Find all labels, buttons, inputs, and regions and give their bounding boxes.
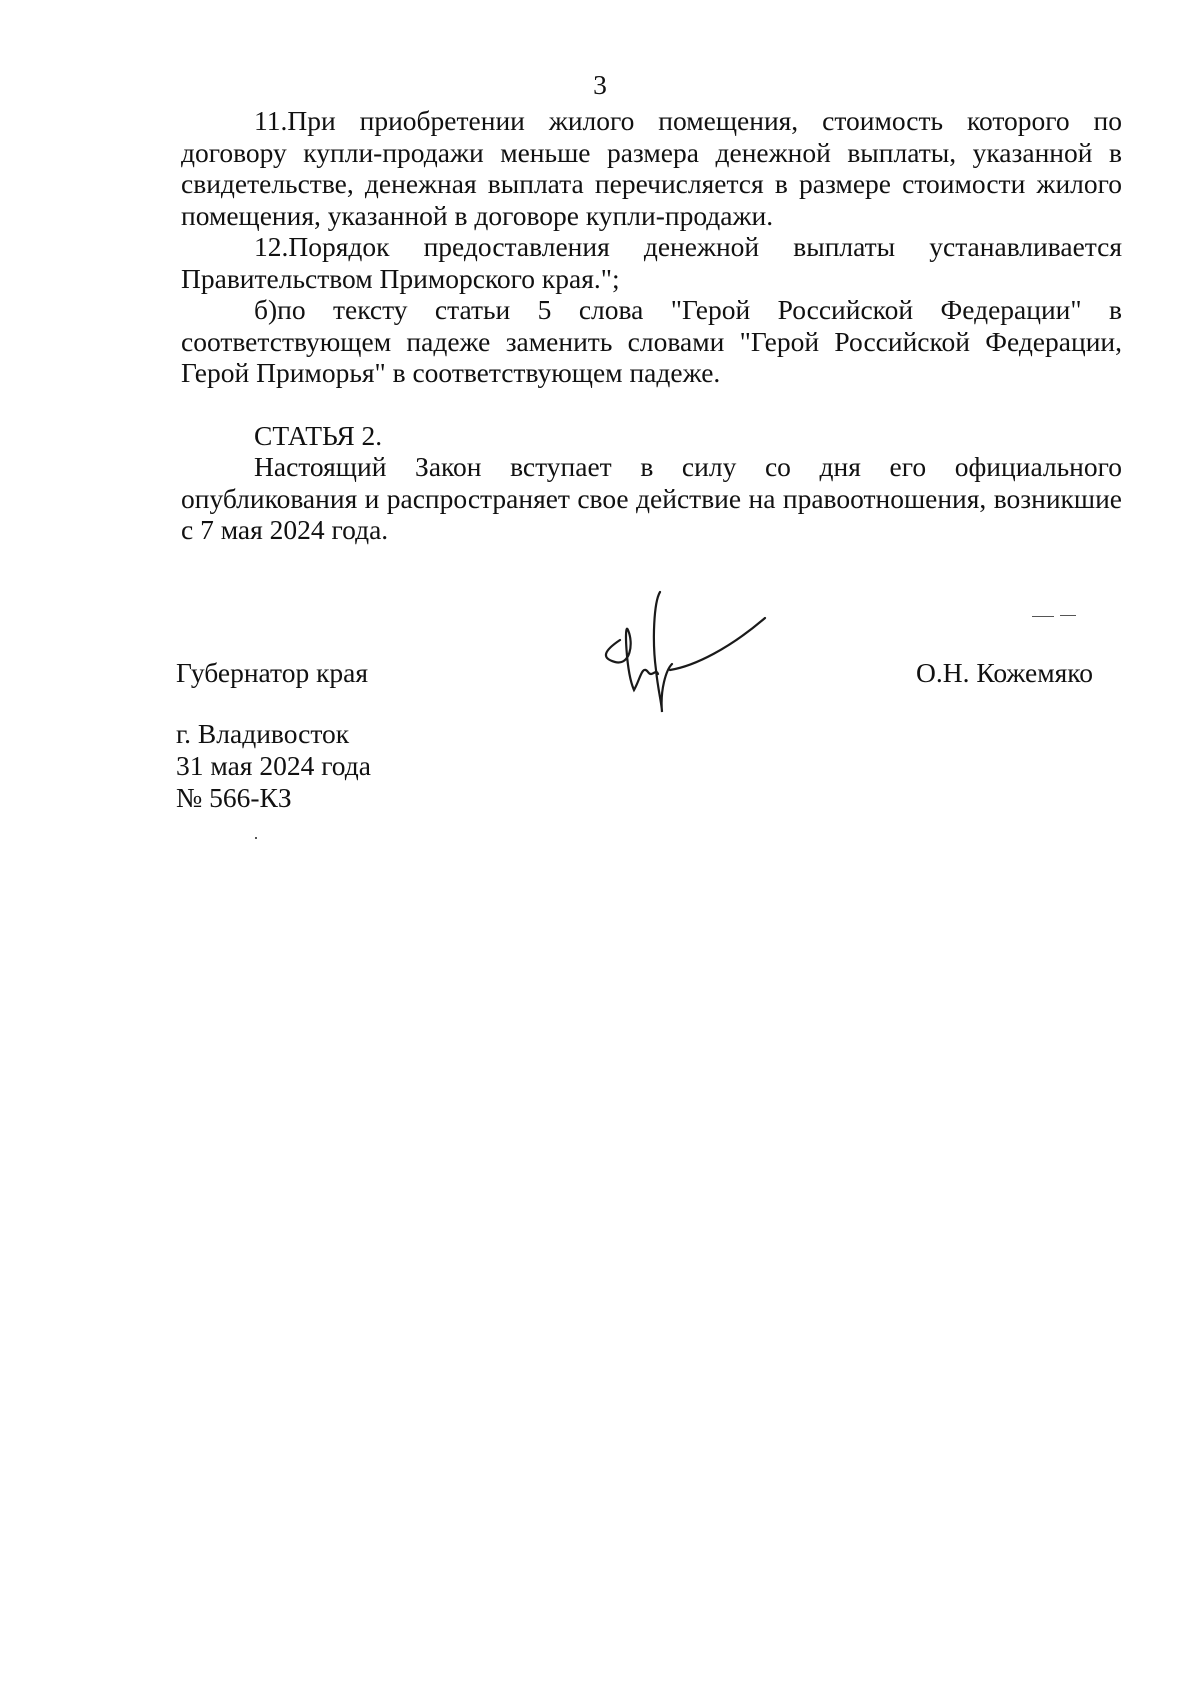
scan-mark xyxy=(255,837,257,839)
signatory-name: О.Н. Кожемяко xyxy=(916,657,1093,688)
paragraph-item-11: 11.При приобретении жилого помещения, стоимость которого по договору купли-продажи меньше размера денежной выплаты, указанной в свидетельстве, денежная выплата перечисляется в размере стоимости жилого помещения, указанной в договоре купли-продажи. xyxy=(181,105,1122,231)
article-heading: СТАТЬЯ 2. xyxy=(254,419,383,451)
scan-mark xyxy=(1060,615,1076,616)
paragraph-item-12: 12.Порядок предоставления денежной выплаты устанавливается Правительством Приморского края."; xyxy=(181,231,1122,294)
document-date: 31 мая 2024 года xyxy=(176,750,371,781)
paragraph-subitem-b: б)по тексту статьи 5 слова "Герой Российской Федерации" в соответствующем падеже заменить словами "Герой Российской Федерации, Герой Приморья" в соответствующем падеже. xyxy=(181,294,1122,388)
document-body xyxy=(181,105,1122,546)
spacer xyxy=(181,389,1122,420)
scan-mark xyxy=(1032,616,1054,617)
page-number: 3 xyxy=(593,69,607,100)
handwritten-signature xyxy=(600,580,780,715)
signatory-position: Губернатор края xyxy=(176,657,369,688)
document-number: № 566-КЗ xyxy=(176,782,292,813)
document-meta xyxy=(176,718,371,814)
document-place: г. Владивосток xyxy=(176,718,350,749)
article-text: Настоящий Закон вступает в силу со дня его официального опубликования и распространяет свое действие на правоотношения, возникшие с 7 мая 2024 года. xyxy=(181,451,1122,545)
